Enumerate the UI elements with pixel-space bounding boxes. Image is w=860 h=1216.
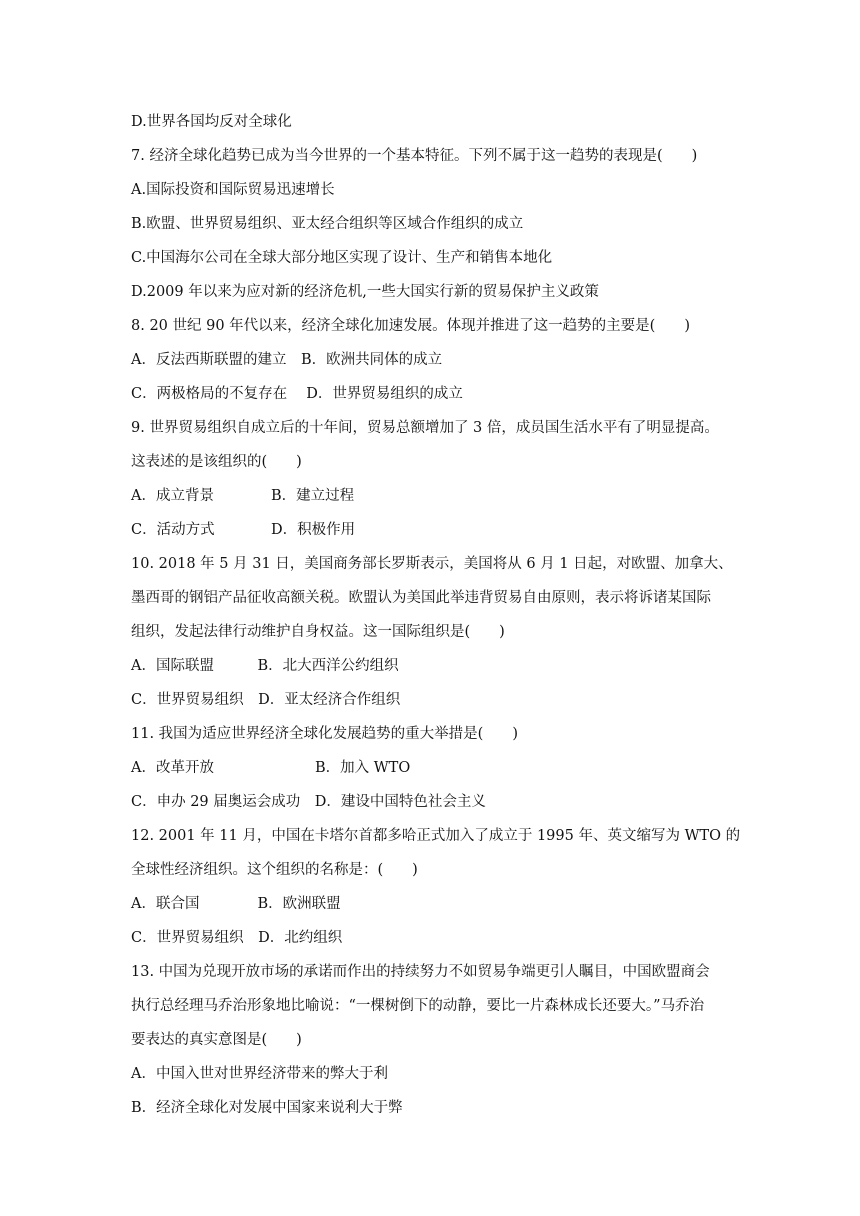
q7-stem: 7. 经济全球化趋势已成为当今世界的一个基本特征。下列不属于这一趋势的表现是( ) — [131, 148, 698, 164]
q10-stem-line-3: 组织，发起法律行动维护自身权益。这一国际组织是( ) — [131, 624, 505, 640]
q10-stem-line-1: 10. 2018 年 5 月 31 日，美国商务部长罗斯表示，美国将从 6 月 1 日起，对欧盟、加拿大、 — [131, 556, 733, 572]
q9-option-c: C．活动方式 — [131, 522, 215, 538]
q10-stem-line-2: 墨西哥的钢铝产品征收高额关税。欧盟认为美国此举违背贸易自由原则，表示将诉诸某国际 — [131, 590, 711, 606]
q11-options-cd: C．申办 29 届奥运会成功 D．建设中国特色社会主义 — [131, 794, 486, 810]
q13-option-b: B．经济全球化对发展中国家来说利大于弊 — [131, 1100, 403, 1116]
q8-options-ab: A．反法西斯联盟的建立 B．欧洲共同体的成立 — [131, 352, 443, 368]
q11-options-ab — [131, 751, 741, 785]
q12-options-cd: C．世界贸易组织 D．北约组织 — [131, 930, 343, 946]
q8-options-cd: C．两极格局的不复存在 D．世界贸易组织的成立 — [131, 386, 463, 402]
q8-stem: 8. 20 世纪 90 年代以来，经济全球化加速发展。体现并推进了这一趋势的主要是( ) — [131, 318, 690, 334]
q12-stem-line-2: 全球性经济组织。这个组织的名称是：( ) — [131, 862, 418, 878]
q13-stem-line-1: 13. 中国为兑现开放市场的承诺而作出的持续努力不如贸易争端更引人瞩目，中国欧盟商会 — [131, 964, 710, 980]
q7-option-b: B.欧盟、世界贸易组织、亚太经合组织等区域合作组织的成立 — [131, 216, 524, 232]
q9-option-a: A．成立背景 — [131, 488, 214, 504]
q12-options-ab: A．联合国 B．欧洲联盟 — [131, 896, 341, 912]
q10-options-cd: C．世界贸易组织 D．亚太经济合作组织 — [131, 692, 401, 708]
q9-option-d: D．积极作用 — [271, 522, 356, 538]
q9-stem-line-2: 这表述的是该组织的( ) — [131, 454, 302, 470]
q9-stem-line-1: 9. 世界贸易组织自成立后的十年间，贸易总额增加了 3 倍，成员国生活水平有了明显提高。 — [131, 420, 719, 436]
q9-option-b: B．建立过程 — [271, 488, 355, 504]
q7-option-d: D.2009 年以来为应对新的经济危机,一些大国实行新的贸易保护主义政策 — [131, 284, 599, 300]
q13-stem-line-3: 要表达的真实意图是( ) — [131, 1032, 302, 1048]
q7-option-c: C.中国海尔公司在全球大部分地区实现了设计、生产和销售本地化 — [131, 250, 553, 266]
q7-option-a: A.国际投资和国际贸易迅速增长 — [131, 182, 335, 198]
q12-stem-line-1: 12. 2001 年 11 月，中国在卡塔尔首都多哈正式加入了成立于 1995 年、英文缩写为 WTO 的 — [131, 828, 741, 844]
q11-option-b: B．加入 WTO — [315, 760, 411, 776]
q13-stem-line-2: 执行总经理马乔治形象地比喻说：“一棵树倒下的动静，要比一片森林成长还要大。”马乔治 — [131, 998, 705, 1014]
q9-options-ab — [131, 479, 741, 513]
q6-option-d: D.世界各国均反对全球化 — [131, 114, 292, 130]
document-page — [131, 105, 741, 1125]
q10-options-ab: A．国际联盟 B．北大西洋公约组织 — [131, 658, 399, 674]
q9-options-cd — [131, 513, 741, 547]
q11-option-a: A．改革开放 — [131, 760, 214, 776]
q13-option-a: A．中国入世对世界经济带来的弊大于利 — [131, 1066, 388, 1082]
q11-stem: 11. 我国为适应世界经济全球化发展趋势的重大举措是( ) — [131, 726, 518, 742]
